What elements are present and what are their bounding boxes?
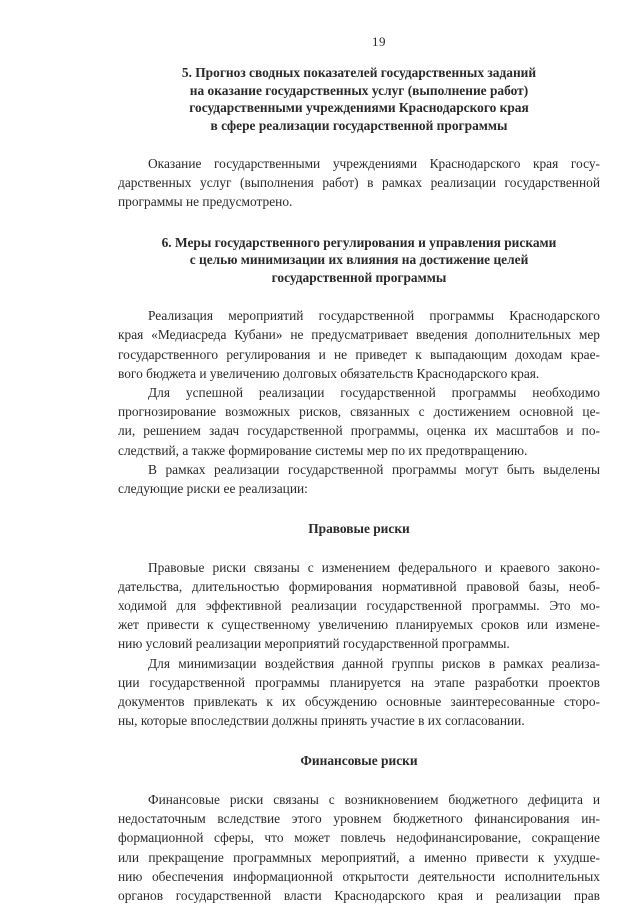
section-6-paragraph-1: [118, 306, 600, 383]
section-5-paragraph: [118, 154, 600, 212]
paragraph-line: или прекращение программных мероприятий, а именно привести к ухудше-: [118, 849, 600, 865]
paragraph-line: жет привести к существенному увеличению планируемых сроков или измене-: [118, 617, 600, 633]
paragraph-line: следующие риски ее реализации:: [118, 480, 308, 496]
paragraph-line: В рамках реализации государственной программы могут быть выделены: [148, 461, 600, 477]
legal-risks-heading: Правовые риски: [308, 521, 410, 537]
heading-line: государственной программы: [271, 269, 447, 285]
heading-line: на оказание государственных услуг (выполнение работ): [189, 82, 529, 98]
paragraph-line: Реализация мероприятий государственной программы Краснодарского: [148, 308, 600, 324]
paragraph-line: органов государственной власти Краснодарского края и реализации прав: [118, 887, 600, 903]
legal-risks-paragraph-1: [118, 558, 600, 654]
section-5-heading: [118, 64, 600, 134]
section-6-paragraph-3: [118, 460, 600, 498]
paragraph-line: дательства, длительностью формирования нормативной правовой базы, необ-: [118, 578, 600, 594]
paragraph-line: ходимой для эффективной реализации государственной программы. Это мо-: [118, 598, 600, 614]
paragraph-line: государственного регулирования и не приведет к выпадающим доходам крае-: [118, 346, 600, 362]
section-6-paragraph-2: [118, 383, 600, 460]
paragraph-line: следствий, а также формирование системы мер по их предотвращению.: [118, 442, 528, 458]
paragraph-line: нию условий реализации мероприятий государственной программы.: [118, 636, 510, 652]
heading-line: в сфере реализации государственной программы: [210, 117, 508, 133]
legal-risks-paragraph-2: [118, 654, 600, 731]
paragraph-line: прогнозирование возможных рисков, связанных с достижением основной це-: [118, 404, 600, 420]
financial-risks-heading: Финансовые риски: [300, 753, 418, 769]
heading-line: 5. Прогноз сводных показателей государственных заданий: [181, 65, 537, 80]
paragraph-line: ции государственной программы планируется на этапе разработки проектов: [118, 674, 600, 690]
paragraph-line: ли, решением задач государственной программы, оценка их масштабов и по-: [118, 423, 600, 439]
paragraph-line: программы не предусмотрено.: [118, 194, 293, 210]
heading-line: государственными учреждениями Краснодарского края: [189, 100, 529, 115]
paragraph-line: формационной сферы, что может повлечь недофинансирование, сокращение: [118, 830, 600, 846]
paragraph-line: Для минимизации воздействия данной группы рисков в рамках реализа-: [148, 655, 600, 671]
paragraph-line: вого бюджета и увеличению долговых обязательств Краснодарского края.: [118, 365, 540, 381]
paragraph-line: края «Медиасреда Кубани» не предусматривает введения дополнительных мер: [118, 327, 600, 343]
paragraph-line: Для успешной реализации государственной программы необходимо: [148, 384, 600, 400]
paragraph-line: недостаточным вследствие этого уровнем бюджетного финансирования ин-: [118, 811, 600, 827]
paragraph-line: нию обеспечения информационной открытости деятельности исполнительных: [118, 868, 600, 884]
paragraph-line: ны, которые впоследствии должны принять участие в их согласовании.: [118, 713, 525, 729]
paragraph-line: Оказание государственными учреждениями Краснодарского края госу-: [148, 156, 600, 171]
financial-risks-paragraph-1: [118, 790, 600, 905]
heading-line: 6. Меры государственного регулирования и управления рисками: [161, 234, 557, 250]
paragraph-line: Правовые риски связаны с изменением федерального и краевого законо-: [148, 559, 600, 575]
paragraph-line: документов привлекать к их обсуждению основные заинтересованные сторо-: [118, 694, 600, 710]
heading-line: с целью минимизации их влияния на достижение целей: [189, 252, 529, 268]
paragraph-line: дарственных услуг (выполнения работ) в рамках реализации государственной: [118, 175, 600, 191]
paragraph-line: Финансовые риски связаны с возникновением бюджетного дефицита и: [148, 791, 600, 807]
page-number: 19: [372, 34, 386, 49]
section-6-heading: [118, 234, 600, 287]
